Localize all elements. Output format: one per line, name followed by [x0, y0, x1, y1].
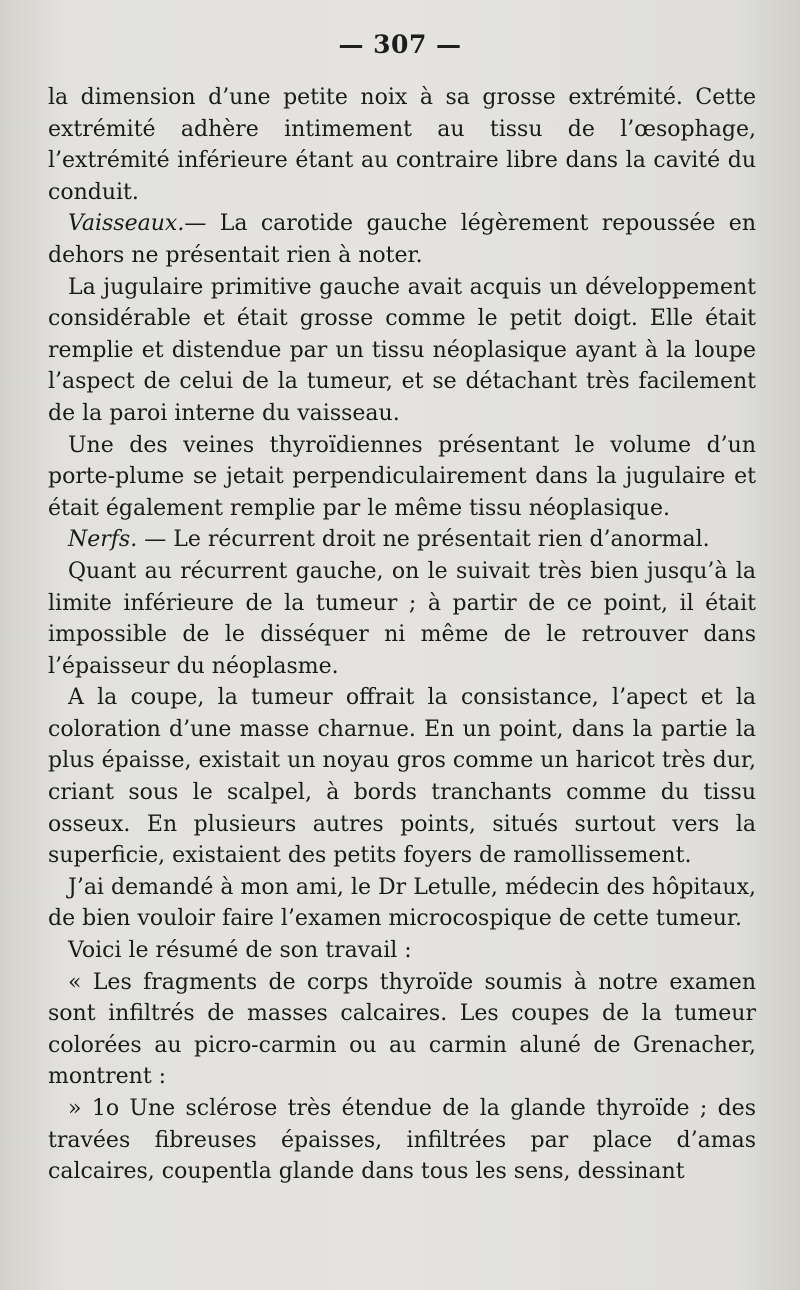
paragraph-3-text: La jugulaire primitive gauche avait acquis un développement considérable et était grosse comme le petit doigt. Elle était remplie et distendue par un tissu néoplasique ayant à la loupe l’aspect de celui de la tumeur, et se détachant très facilement de la paroi interne du vaisseau.: [48, 274, 756, 426]
paragraph-1: [48, 82, 756, 208]
paragraph-11-text: » 1o Une sclérose très étendue de la glande thyroïde ; des travées fibreuses épaisses, infiltrées par place d’amas calcaires, coupentla glande dans tous les sens, dessinant: [48, 1096, 756, 1185]
paragraph-9: [48, 935, 756, 967]
paragraph-11: [48, 1093, 756, 1188]
paragraph-4-text: Une des veines thyroïdiennes présentant le volume d’un porte-plume se jetait perpendiculairement dans la jugulaire et était également remplie par le même tissu néoplasique.: [48, 432, 756, 521]
paragraph-10-text: « Les fragments de corps thyroïde soumis à notre examen sont infiltrés de masses calcaires. Les coupes de la tumeur colorées au picro-carmin ou au carmin aluné de Grenacher, montrent :: [48, 969, 756, 1090]
page-number: — 307 —: [338, 30, 462, 59]
paragraph-1-text: la dimension d’une petite noix à sa grosse extrémité. Cette extrémité adhère intimement au tissu de l’œsophage, l’extrémité inférieure étant au contraire libre dans la cavité du conduit.: [48, 85, 756, 205]
page-body: [48, 82, 756, 1188]
paragraph-10: [48, 967, 756, 1093]
paragraph-3: [48, 272, 756, 430]
section-label-vaisseaux: Vaisseaux.: [68, 211, 185, 237]
paragraph-5: [48, 524, 756, 556]
paragraph-6: [48, 556, 756, 682]
paragraph-5-text: — Le récurrent droit ne présentait rien d’anormal.: [144, 527, 710, 553]
paragraph-7-text: A la coupe, la tumeur offrait la consistance, l’apect et la coloration d’une masse charnue. En un point, dans la partie la plus épaisse, existait un noyau gros comme un haricot très dur, criant sous le scalpel, à bords tranchants comme du tissu osseux. En plusieurs autres points, situés surtout vers la superficie, existaient des petits foyers de ramollissement.: [48, 685, 756, 869]
section-label-nerfs: Nerfs.: [68, 527, 138, 553]
paragraph-7: [48, 682, 756, 872]
paragraph-6-text: Quant au récurrent gauche, on le suivait très bien jusqu’à la limite inférieure de la tumeur ; à partir de ce point, il était impossible de le disséquer ni même de le retrouver dans l’épaisseur du néoplasme.: [48, 558, 756, 679]
paragraph-8: [48, 872, 756, 935]
paragraph-9-text: Voici le résumé de son travail :: [68, 938, 412, 964]
paragraph-4: [48, 430, 756, 525]
paragraph-8-text: J’ai demandé à mon ami, le Dr Letulle, médecin des hôpitaux, de bien vouloir faire l’examen microcospique de cette tumeur.: [48, 874, 756, 932]
paragraph-2: [48, 208, 756, 271]
paragraph-2-text: — La carotide gauche légèrement repoussée en dehors ne présentait rien à noter.: [48, 211, 756, 268]
